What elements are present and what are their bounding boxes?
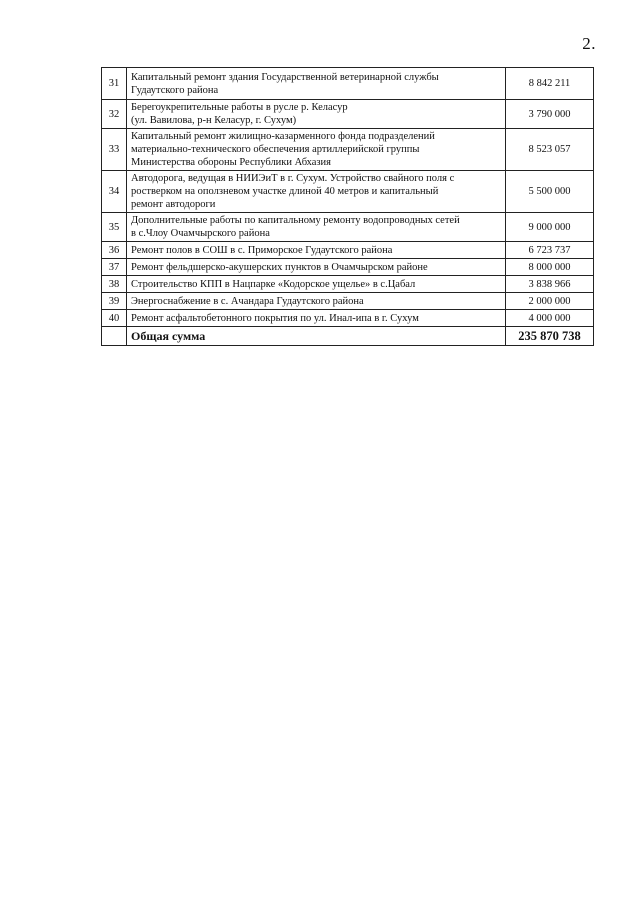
description-line: Ремонт фельдшерско-акушерских пунктов в Очамчырском районе xyxy=(131,261,428,273)
description-line: материально-технического обеспечения артиллерийской группы xyxy=(131,144,420,155)
row-amount: 3 838 966 xyxy=(506,276,594,293)
row-amount: 6 723 737 xyxy=(506,242,594,259)
page-number: 2. xyxy=(582,34,596,53)
row-description xyxy=(127,68,506,100)
total-number-cell xyxy=(102,327,127,346)
row-amount: 2 000 000 xyxy=(506,293,594,310)
budget-table xyxy=(101,67,594,346)
row-number: 40 xyxy=(102,310,127,327)
row-description xyxy=(127,242,506,259)
description-line: Гудаутского района xyxy=(131,84,219,96)
row-amount: 8 523 057 xyxy=(506,129,594,171)
table-row xyxy=(102,259,594,276)
description-line: Капитальный ремонт здания Государственной ветеринарной службы xyxy=(131,71,439,83)
row-number: 38 xyxy=(102,276,127,293)
table-row xyxy=(102,100,594,129)
row-description xyxy=(127,293,506,310)
description-line: Министерства обороны Республики Абхазия xyxy=(131,157,332,168)
table-row xyxy=(102,276,594,293)
description-line: (ул. Вавилова, р-н Келасур, г. Сухум) xyxy=(131,115,297,126)
row-number: 36 xyxy=(102,242,127,259)
total-row xyxy=(102,327,594,346)
row-description xyxy=(127,310,506,327)
row-amount: 8 000 000 xyxy=(506,259,594,276)
row-description xyxy=(127,259,506,276)
table-row xyxy=(102,68,594,100)
row-number: 37 xyxy=(102,259,127,276)
description-line: ростверком на оползневом участке длиной 40 метров и капитальный xyxy=(131,186,439,197)
description-line: Автодорога, ведущая в НИИЭиТ в г. Сухум. Устройство свайного поля с xyxy=(131,173,455,184)
row-number: 34 xyxy=(102,171,127,213)
row-amount: 4 000 000 xyxy=(506,310,594,327)
description-line: Капитальный ремонт жилищно-казарменного фонда подразделений xyxy=(131,131,435,142)
total-label: Общая сумма xyxy=(127,327,506,346)
description-line: Строительство КПП в Нацпарке «Кодорское ущелье» в с.Цабал xyxy=(131,278,416,290)
row-amount: 5 500 000 xyxy=(506,171,594,213)
description-line: Дополнительные работы по капитальному ремонту водопроводных сетей xyxy=(131,215,460,226)
description-line: Ремонт полов в СОШ в с. Приморское Гудаутского района xyxy=(131,244,393,256)
row-description xyxy=(127,171,506,213)
table-row xyxy=(102,242,594,259)
row-description xyxy=(127,276,506,293)
description-line: Берегоукрепительные работы в русле р. Келасур xyxy=(131,102,348,113)
row-description xyxy=(127,129,506,171)
row-number: 39 xyxy=(102,293,127,310)
description-line: в с.Члоу Очамчырского района xyxy=(131,228,270,239)
table-row xyxy=(102,171,594,213)
table-row xyxy=(102,213,594,242)
row-amount: 8 842 211 xyxy=(506,68,594,100)
total-amount: 235 870 738 xyxy=(506,327,594,346)
table-row xyxy=(102,129,594,171)
row-number: 33 xyxy=(102,129,127,171)
description-line: ремонт автодороги xyxy=(131,199,216,210)
row-amount: 9 000 000 xyxy=(506,213,594,242)
table-row xyxy=(102,293,594,310)
description-line: Ремонт асфальтобетонного покрытия по ул. Инал-ипа в г. Сухум xyxy=(131,312,419,324)
row-description xyxy=(127,100,506,129)
row-number: 32 xyxy=(102,100,127,129)
row-amount: 3 790 000 xyxy=(506,100,594,129)
table-row xyxy=(102,310,594,327)
row-number: 35 xyxy=(102,213,127,242)
row-description xyxy=(127,213,506,242)
description-line: Энергоснабжение в с. Ачандара Гудаутского района xyxy=(131,295,364,307)
row-number: 31 xyxy=(102,68,127,100)
